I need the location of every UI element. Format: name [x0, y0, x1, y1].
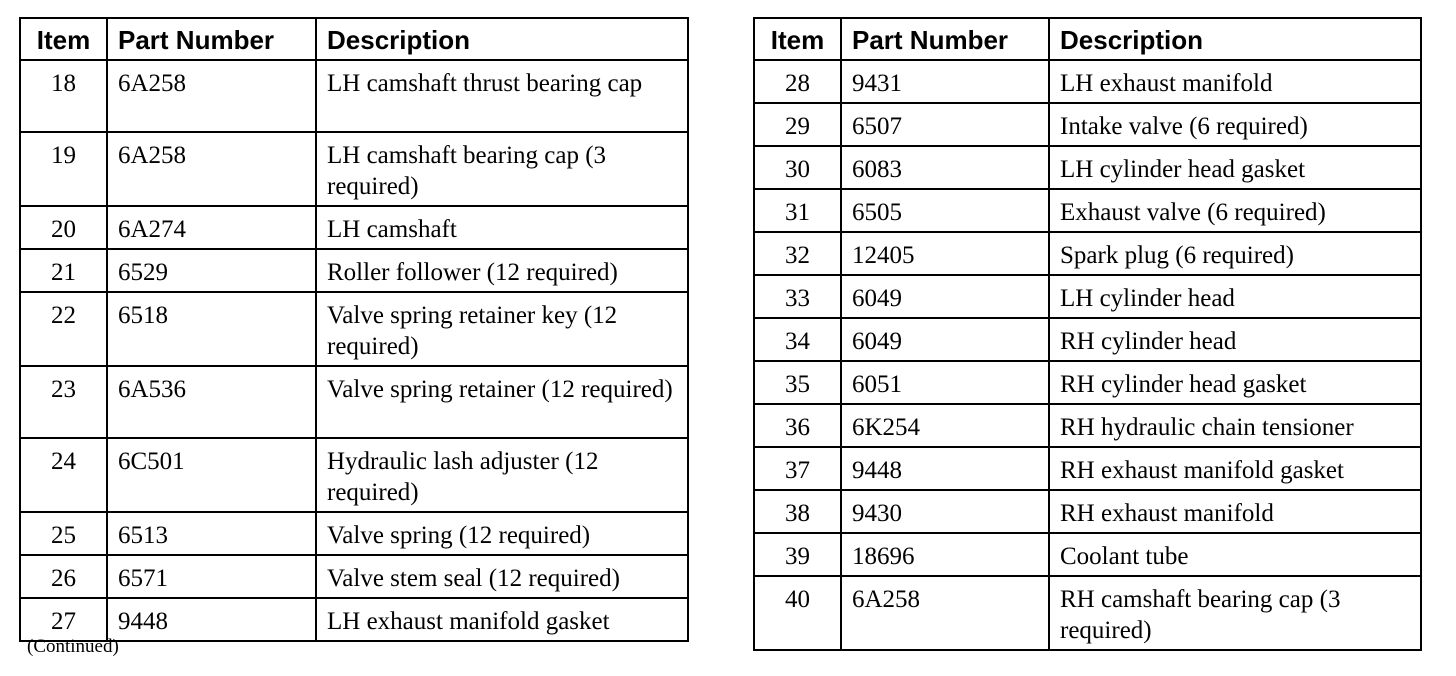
- table-row: [754, 447, 1421, 490]
- item-cell: 21: [20, 249, 107, 292]
- description-cell: LH exhaust manifold gasket: [316, 598, 688, 641]
- item-cell: 40: [754, 576, 841, 650]
- item-cell: 18: [20, 60, 107, 132]
- part-number-cell: 6083: [841, 146, 1049, 189]
- part-number-cell: 6049: [841, 318, 1049, 361]
- table-row: [20, 206, 688, 249]
- part-number-cell: 6049: [841, 275, 1049, 318]
- part-number-cell: 6C501: [107, 438, 316, 512]
- item-column-header: Item: [20, 18, 107, 60]
- item-cell: 38: [754, 490, 841, 533]
- description-cell: RH cylinder head gasket: [1049, 361, 1421, 404]
- description-cell: Valve stem seal (12 required): [316, 555, 688, 598]
- item-cell: 26: [20, 555, 107, 598]
- part-number-cell: 6A274: [107, 206, 316, 249]
- table-row: [20, 249, 688, 292]
- item-column-header: Item: [754, 18, 841, 60]
- item-cell: 19: [20, 132, 107, 206]
- item-cell: 36: [754, 404, 841, 447]
- part-number-cell: 12405: [841, 232, 1049, 275]
- item-cell: 35: [754, 361, 841, 404]
- description-column-header: Description: [1049, 18, 1421, 60]
- item-cell: 29: [754, 103, 841, 146]
- part-number-cell: 6507: [841, 103, 1049, 146]
- table-row: [754, 361, 1421, 404]
- item-cell: 24: [20, 438, 107, 512]
- description-cell: Intake valve (6 required): [1049, 103, 1421, 146]
- table-row: [754, 232, 1421, 275]
- description-cell: Roller follower (12 required): [316, 249, 688, 292]
- item-cell: 27: [20, 598, 107, 641]
- table-row: [20, 60, 688, 132]
- item-cell: 33: [754, 275, 841, 318]
- description-cell: LH cylinder head: [1049, 275, 1421, 318]
- table-row: [20, 438, 688, 512]
- item-cell: 37: [754, 447, 841, 490]
- table-header-row: [20, 18, 688, 60]
- table-row: [20, 132, 688, 206]
- part-number-cell: 6051: [841, 361, 1049, 404]
- part-number-cell: 6505: [841, 189, 1049, 232]
- part-number-cell: 6513: [107, 512, 316, 555]
- table-row: [754, 490, 1421, 533]
- part-number-cell: 9448: [841, 447, 1049, 490]
- description-cell: LH camshaft bearing cap (3 required): [316, 132, 688, 206]
- description-cell: Spark plug (6 required): [1049, 232, 1421, 275]
- part-number-cell: 6K254: [841, 404, 1049, 447]
- part-number-cell: 6529: [107, 249, 316, 292]
- part-number-cell: 6A258: [107, 132, 316, 206]
- description-cell: Valve spring (12 required): [316, 512, 688, 555]
- part-number-cell: 6A258: [107, 60, 316, 132]
- description-cell: RH cylinder head: [1049, 318, 1421, 361]
- part-number-column-header: Part Number: [841, 18, 1049, 60]
- description-cell: RH hydraulic chain tensioner: [1049, 404, 1421, 447]
- description-column-header: Description: [316, 18, 688, 60]
- part-number-cell: 18696: [841, 533, 1049, 576]
- part-number-cell: 9430: [841, 490, 1049, 533]
- item-cell: 23: [20, 366, 107, 438]
- table-row: [754, 576, 1421, 650]
- table-row: [20, 366, 688, 438]
- part-number-cell: 6518: [107, 292, 316, 366]
- part-number-cell: 6A258: [841, 576, 1049, 650]
- description-cell: Valve spring retainer key (12 required): [316, 292, 688, 366]
- part-number-cell: 9448: [107, 598, 316, 641]
- description-cell: LH camshaft: [316, 206, 688, 249]
- table-row: [754, 60, 1421, 103]
- item-cell: 31: [754, 189, 841, 232]
- table-row: [754, 103, 1421, 146]
- item-cell: 30: [754, 146, 841, 189]
- description-cell: LH camshaft thrust bearing cap: [316, 60, 688, 132]
- table-row: [754, 189, 1421, 232]
- item-cell: 39: [754, 533, 841, 576]
- parts-table-left: [19, 17, 689, 642]
- part-number-cell: 9431: [841, 60, 1049, 103]
- description-cell: LH cylinder head gasket: [1049, 146, 1421, 189]
- description-cell: Valve spring retainer (12 required): [316, 366, 688, 438]
- table-row: [754, 533, 1421, 576]
- parts-table-right: [753, 17, 1422, 651]
- item-cell: 32: [754, 232, 841, 275]
- table-row: [20, 598, 688, 641]
- table-row: [754, 275, 1421, 318]
- description-cell: Hydraulic lash adjuster (12 required): [316, 438, 688, 512]
- description-cell: LH exhaust manifold: [1049, 60, 1421, 103]
- item-cell: 20: [20, 206, 107, 249]
- description-cell: Exhaust valve (6 required): [1049, 189, 1421, 232]
- part-number-cell: 6571: [107, 555, 316, 598]
- description-cell: RH camshaft bearing cap (3 required): [1049, 576, 1421, 650]
- part-number-cell: 6A536: [107, 366, 316, 438]
- item-cell: 25: [20, 512, 107, 555]
- table-row: [754, 404, 1421, 447]
- continued-note: (Continued): [27, 636, 119, 657]
- table-row: [20, 555, 688, 598]
- description-cell: RH exhaust manifold: [1049, 490, 1421, 533]
- item-cell: 34: [754, 318, 841, 361]
- item-cell: 28: [754, 60, 841, 103]
- part-number-column-header: Part Number: [107, 18, 316, 60]
- description-cell: Coolant tube: [1049, 533, 1421, 576]
- table-row: [20, 292, 688, 366]
- table-row: [754, 318, 1421, 361]
- description-cell: RH exhaust manifold gasket: [1049, 447, 1421, 490]
- table-row: [20, 512, 688, 555]
- table-row: [754, 146, 1421, 189]
- table-header-row: [754, 18, 1421, 60]
- item-cell: 22: [20, 292, 107, 366]
